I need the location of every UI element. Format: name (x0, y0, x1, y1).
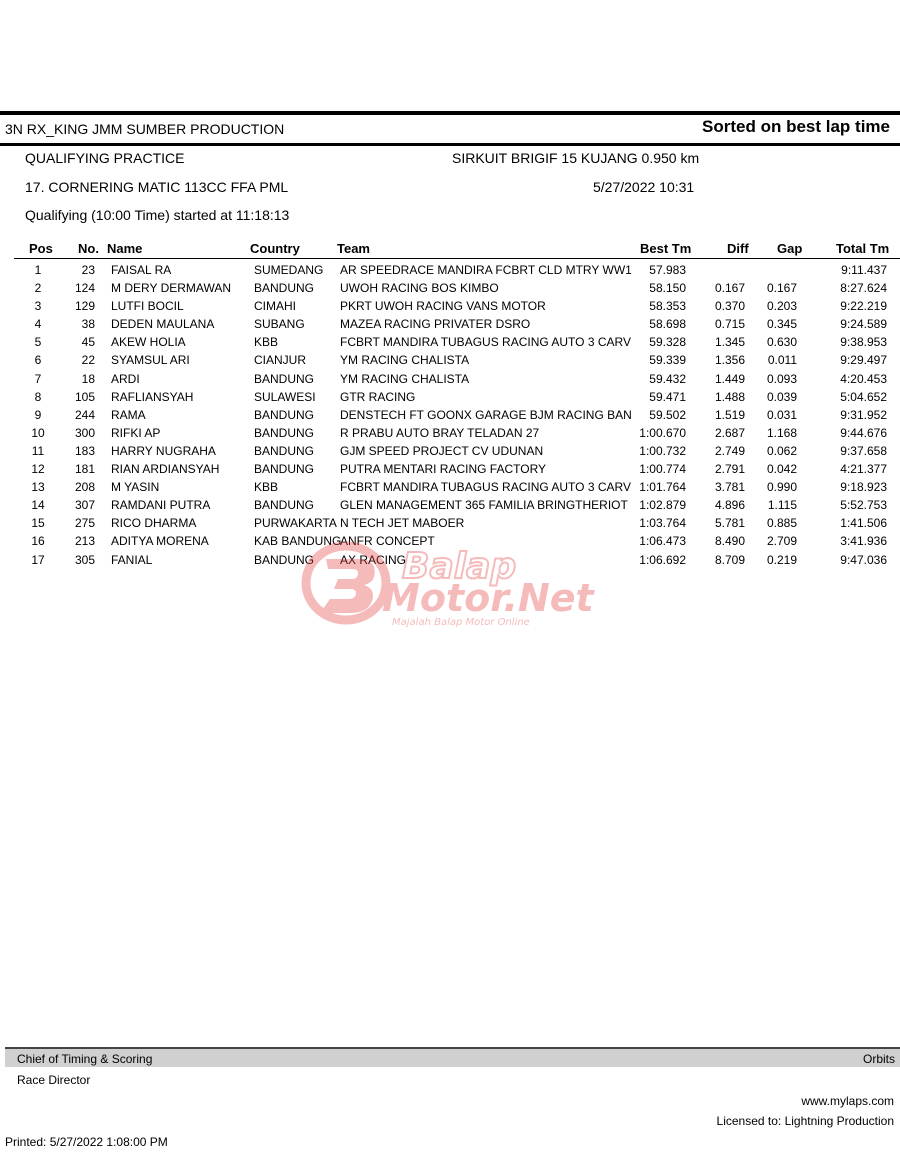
cell-team: FCBRT MANDIRA TUBAGUS RACING AUTO 3 CARV (340, 335, 631, 350)
cell-team: YM RACING CHALISTA (340, 371, 470, 386)
cell-no: 38 (81, 317, 95, 332)
cell-total: 9:24.589 (840, 317, 887, 332)
cell-total: 5:04.652 (840, 389, 887, 404)
cell-country: BANDUNG (254, 407, 315, 422)
cell-diff: 1.488 (714, 389, 745, 404)
cell-team: R PRABU AUTO BRAY TELADAN 27 (340, 425, 540, 440)
col-header-best: Best Tm (640, 241, 692, 256)
cell-pos: 11 (31, 443, 45, 458)
cell-country: SUMEDANG (254, 263, 324, 277)
cell-diff: 4.896 (714, 498, 745, 513)
cell-team: GLEN MANAGEMENT 365 FAMILIA BRINGTHERIOT (340, 498, 628, 513)
cell-no: 124 (74, 281, 95, 296)
cell-team: ANFR CONCEPT (340, 534, 435, 549)
cell-gap: 0.039 (766, 389, 797, 404)
cell-gap: 0.630 (766, 335, 797, 350)
cell-no: 105 (74, 389, 95, 404)
orbits-label: Orbits (862, 1052, 895, 1066)
cell-country: PURWAKARTA (254, 516, 337, 531)
col-header-gap: Gap (777, 241, 803, 256)
table-row (0, 333, 900, 351)
col-header-name: Name (107, 241, 143, 256)
cell-total: 9:44.676 (840, 425, 887, 440)
cell-name: RAMDANI PUTRA (111, 498, 211, 513)
cell-country: BANDUNG (254, 371, 315, 386)
table-header-rule (14, 258, 900, 259)
cell-pos: 8 (34, 389, 42, 404)
table-row (0, 442, 900, 460)
cell-diff: 1.519 (714, 407, 745, 422)
cell-diff: 1.345 (714, 335, 745, 350)
cell-total: 8:27.624 (840, 281, 887, 296)
cell-gap: 0.203 (766, 299, 797, 314)
cell-no: 129 (74, 299, 95, 314)
cell-country: SUBANG (254, 317, 305, 332)
cell-team: N TECH JET MABOER (340, 516, 465, 531)
table-row (0, 460, 900, 478)
col-header-no: No. (78, 241, 99, 256)
cell-best: 59.471 (649, 389, 686, 404)
cell-pos: 15 (31, 516, 45, 531)
cell-gap: 0.219 (766, 552, 797, 567)
cell-team: AR SPEEDRACE MANDIRA FCBRT CLD MTRY WW1 (340, 263, 632, 277)
header-divider (0, 143, 900, 146)
cell-gap: 0.062 (766, 443, 797, 458)
watermark-tagline: Majalah Balap Motor Online (392, 617, 530, 628)
cell-country: BANDUNG (254, 281, 315, 296)
cell-best: 59.502 (649, 407, 686, 422)
cell-name: FANIAL (111, 552, 153, 567)
cell-name: ADITYA MORENA (111, 534, 209, 549)
sort-label: Sorted on best lap time (702, 117, 890, 136)
table-row (0, 496, 900, 514)
col-header-pos: Pos (29, 241, 53, 256)
cell-name: RICO DHARMA (111, 516, 197, 531)
cell-team: PKRT UWOH RACING VANS MOTOR (340, 299, 546, 314)
cell-name: HARRY NUGRAHA (111, 443, 216, 458)
cell-name: RAMA (111, 407, 146, 422)
cell-name: LUTFI BOCIL (111, 299, 184, 314)
cell-diff: 5.781 (714, 516, 745, 531)
cell-gap: 0.345 (766, 317, 797, 332)
cell-total: 9:31.952 (840, 407, 887, 422)
cell-pos: 4 (34, 317, 42, 332)
cell-pos: 13 (31, 480, 45, 495)
cell-gap: 0.990 (766, 480, 797, 495)
table-row (0, 315, 900, 333)
cell-name: RAFLIANSYAH (111, 389, 194, 404)
cell-country: BANDUNG (254, 498, 315, 513)
cell-diff: 0.167 (714, 281, 745, 296)
cell-total: 9:47.036 (840, 552, 887, 567)
cell-best: 57.983 (649, 263, 686, 277)
cell-team: DENSTECH FT GOONX GARAGE BJM RACING BAN (340, 407, 632, 422)
cell-no: 23 (81, 263, 95, 277)
table-row (0, 351, 900, 369)
cell-best: 1:02.879 (639, 498, 686, 513)
cell-gap: 2.709 (766, 534, 797, 549)
table-row (0, 478, 900, 496)
started-info: Qualifying (10:00 Time) started at 11:18:13 (25, 207, 290, 223)
cell-total: 3:41.936 (840, 534, 887, 549)
cell-country: KBB (254, 480, 279, 495)
cell-pos: 17 (31, 552, 45, 567)
session-name: QUALIFYING PRACTICE (25, 150, 185, 166)
cell-team: AX RACING (340, 552, 407, 567)
cell-total: 1:41.506 (840, 516, 887, 531)
race-director-label: Race Director (17, 1073, 91, 1087)
cell-best: 1:00.732 (639, 443, 686, 458)
cell-team: YM RACING CHALISTA (340, 353, 470, 368)
cell-team: PUTRA MENTARI RACING FACTORY (340, 462, 547, 477)
watermark-line1: Balap (402, 546, 517, 587)
cell-team: GJM SPEED PROJECT CV UDUNAN (340, 443, 544, 458)
watermark-logo-mark (306, 546, 386, 620)
cell-total: 4:20.453 (840, 371, 887, 386)
cell-diff: 8.490 (714, 534, 745, 549)
website-link[interactable]: www.mylaps.com (801, 1094, 894, 1108)
cell-gap: 0.885 (766, 516, 797, 531)
cell-pos: 3 (34, 299, 42, 314)
balapmotor-watermark (300, 533, 605, 628)
cell-pos: 5 (34, 335, 42, 350)
cell-gap: 0.167 (766, 281, 797, 296)
cell-diff: 2.687 (714, 425, 745, 440)
cell-name: M DERY DERMAWAN (111, 281, 232, 296)
col-header-diff: Diff (727, 241, 749, 256)
cell-no: 181 (74, 462, 95, 477)
cell-pos: 12 (31, 462, 45, 477)
cell-country: BANDUNG (254, 425, 315, 440)
table-row (0, 514, 900, 532)
col-header-country: Country (250, 241, 300, 256)
cell-pos: 10 (31, 425, 45, 440)
cell-best: 1:01.764 (639, 480, 686, 495)
cell-best: 58.698 (649, 317, 686, 332)
cell-no: 45 (81, 335, 95, 350)
cell-country: CIANJUR (254, 353, 307, 368)
cell-pos: 14 (31, 498, 45, 513)
cell-name: M YASIN (111, 480, 160, 495)
cell-team: FCBRT MANDIRA TUBAGUS RACING AUTO 3 CARV (340, 480, 631, 495)
cell-country: BANDUNG (254, 462, 315, 477)
cell-pos: 2 (34, 281, 42, 296)
cell-no: 244 (74, 407, 95, 422)
cell-pos: 6 (34, 353, 42, 368)
table-row (0, 424, 900, 442)
cell-diff: 8.709 (714, 552, 745, 567)
cell-best: 1:00.670 (639, 425, 686, 440)
cell-name: RIAN ARDIANSYAH (111, 462, 220, 477)
cell-gap: 1.168 (766, 425, 797, 440)
cell-name: RIFKI AP (111, 425, 161, 440)
table-row (0, 406, 900, 424)
cell-gap: 0.093 (766, 371, 797, 386)
cell-total: 9:38.953 (840, 335, 887, 350)
cell-name: AKEW HOLIA (111, 335, 186, 350)
circuit-name: SIRKUIT BRIGIF 15 KUJANG 0.950 km (452, 150, 700, 166)
cell-team: UWOH RACING BOS KIMBO (340, 281, 499, 296)
cell-total: 9:11.437 (841, 263, 887, 277)
cell-best: 58.353 (649, 299, 686, 314)
cell-country: BANDUNG (254, 443, 315, 458)
col-header-team: Team (337, 241, 370, 256)
cell-name: SYAMSUL ARI (111, 353, 190, 368)
cell-total: 9:29.497 (840, 353, 887, 368)
licensed-to: Licensed to: Lightning Production (716, 1114, 894, 1128)
cell-best: 58.150 (649, 281, 686, 296)
cell-no: 22 (81, 353, 95, 368)
cell-best: 59.339 (649, 353, 686, 368)
cell-no: 213 (74, 534, 95, 549)
event-title: 3N RX_KING JMM SUMBER PRODUCTION (5, 121, 285, 137)
cell-diff: 1.356 (714, 353, 745, 368)
watermark-line2: Motor.Net (382, 576, 594, 620)
cell-country: BANDUNG (254, 552, 315, 567)
date-time: 5/27/2022 10:31 (593, 179, 695, 195)
cell-pos: 1 (34, 263, 42, 277)
chief-of-timing-label: Chief of Timing & Scoring (17, 1052, 153, 1066)
cell-pos: 7 (34, 371, 42, 386)
cell-total: 4:21.377 (840, 462, 887, 477)
cell-country: KAB BANDUNG (254, 534, 342, 549)
cell-total: 5:52.753 (840, 498, 887, 513)
cell-team: MAZEA RACING PRIVATER DSRO (340, 317, 531, 332)
cell-diff: 0.715 (714, 317, 745, 332)
cell-no: 18 (81, 371, 95, 386)
table-row (0, 297, 900, 315)
cell-country: SULAWESI (254, 389, 316, 404)
cell-no: 208 (74, 480, 95, 495)
cell-best: 1:06.692 (639, 552, 686, 567)
cell-no: 307 (74, 498, 95, 513)
cell-gap: 0.042 (766, 462, 797, 477)
cell-diff: 2.749 (714, 443, 745, 458)
results-table (0, 261, 900, 569)
cell-country: CIMAHI (254, 299, 296, 314)
table-row (0, 370, 900, 388)
cell-total: 9:37.658 (840, 443, 887, 458)
cell-best: 1:06.473 (639, 534, 686, 549)
table-row (0, 388, 900, 406)
cell-gap: 1.115 (767, 498, 797, 513)
cell-total: 9:18.923 (840, 480, 887, 495)
cell-total: 9:22.219 (840, 299, 887, 314)
cell-no: 275 (74, 516, 95, 531)
cell-gap: 0.031 (766, 407, 797, 422)
top-rule (0, 111, 900, 115)
cell-no: 305 (74, 552, 95, 567)
cell-diff: 0.370 (714, 299, 745, 314)
cell-pos: 16 (31, 534, 45, 549)
cell-gap: 0.011 (767, 353, 797, 368)
cell-team: GTR RACING (340, 389, 416, 404)
cell-name: FAISAL RA (111, 263, 172, 277)
cell-name: DEDEN MAULANA (111, 317, 215, 332)
cell-no: 183 (74, 443, 95, 458)
cell-name: ARDI (111, 371, 140, 386)
cell-best: 1:03.764 (639, 516, 686, 531)
printed-timestamp: Printed: 5/27/2022 1:08:00 PM (5, 1135, 168, 1149)
cell-no: 300 (74, 425, 95, 440)
cell-diff: 3.781 (714, 480, 745, 495)
cell-country: KBB (254, 335, 279, 350)
cell-pos: 9 (34, 407, 42, 422)
race-class: 17. CORNERING MATIC 113CC FFA PML (25, 179, 289, 195)
table-row (0, 261, 900, 279)
table-row (0, 279, 900, 297)
cell-best: 59.432 (649, 371, 686, 386)
col-header-total: Total Tm (836, 241, 890, 256)
cell-diff: 2.791 (714, 462, 745, 477)
cell-diff: 1.449 (714, 371, 745, 386)
cell-best: 59.328 (649, 335, 686, 350)
cell-best: 1:00.774 (639, 462, 686, 477)
